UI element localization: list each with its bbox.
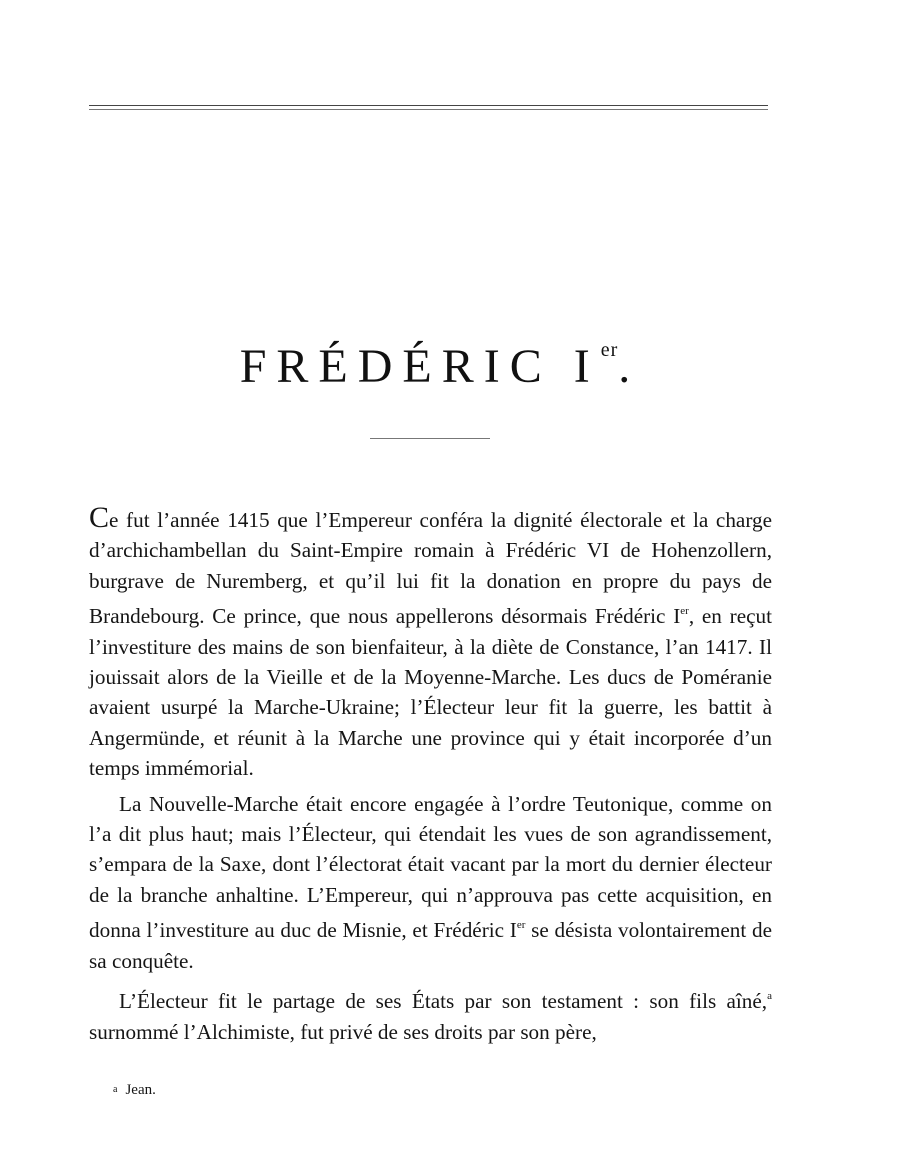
drop-cap: C bbox=[89, 501, 110, 534]
paragraph-2-text: La Nouvelle-Marche était encore engagée à l’ordre Teutonique, comme on l’a dit plus haut; mais l’Électeur, qui étendait les vues de son agrandissement, s’empara de la Saxe, dont l’électorat était vacant par la mort du dernier électeur de la branche anhaltine. L’Empereur, qui n’approuva pas cette acquisition, en donna l’investiture au duc de Misnie, et Frédéric I bbox=[89, 791, 772, 943]
footnote-text: Jean. bbox=[125, 1082, 156, 1098]
paragraph-1-text: e fut l’année 1415 que l’Empereur conféra la dignité électorale et la charge d’archichambellan du Saint-Empire romain à Frédéric VI de Hohenzollern, burgrave de Nuremberg, et qu’il lui fit la donation en propre du pays de Brandebourg. Ce prince, que nous appellerons désormais Frédéric I bbox=[89, 508, 772, 629]
chapter-title-text: FRÉDÉRIC I bbox=[239, 340, 600, 393]
header-double-rule bbox=[89, 105, 768, 112]
footnote bbox=[113, 1080, 156, 1100]
paragraph-2-superscript: er bbox=[516, 919, 526, 932]
paragraph-1-text-continued: , en reçut l’investiture des mains de son bienfaiteur, à la diète de Constance, l’an 1417. Il jouissait alors de la Vieille et de la Moyenne-Marche. Les ducs de Poméranie avaient usurpé la Marche-Ukraine; l’Électeur leur fit la guerre, les battit à Angermünde, et réunit à la Marche une province qui y était incorporée d’un temps immémorial. bbox=[89, 604, 773, 781]
paragraph-2-text-continued: se désista volontairement de sa conquête. bbox=[89, 918, 772, 973]
body-text bbox=[89, 503, 772, 1047]
paragraph-3 bbox=[89, 981, 772, 1047]
footnote-reference[interactable]: a bbox=[767, 990, 772, 1003]
chapter-title-period: . bbox=[618, 340, 631, 393]
paragraph-1 bbox=[89, 503, 772, 784]
paragraph-3-text: L’Électeur fit le partage de ses États par son testament : son fils aîné, bbox=[119, 989, 768, 1014]
footnote-mark: a bbox=[113, 1084, 118, 1095]
paragraph-2 bbox=[89, 789, 772, 976]
chapter-title-superscript: er bbox=[600, 339, 619, 361]
paragraph-1-superscript: er bbox=[680, 605, 689, 618]
paragraph-3-text-continued: surnommé l’Alchimiste, fut privé de ses droits par son père, bbox=[89, 1019, 597, 1044]
chapter-title bbox=[0, 340, 870, 391]
title-separator bbox=[370, 438, 490, 439]
